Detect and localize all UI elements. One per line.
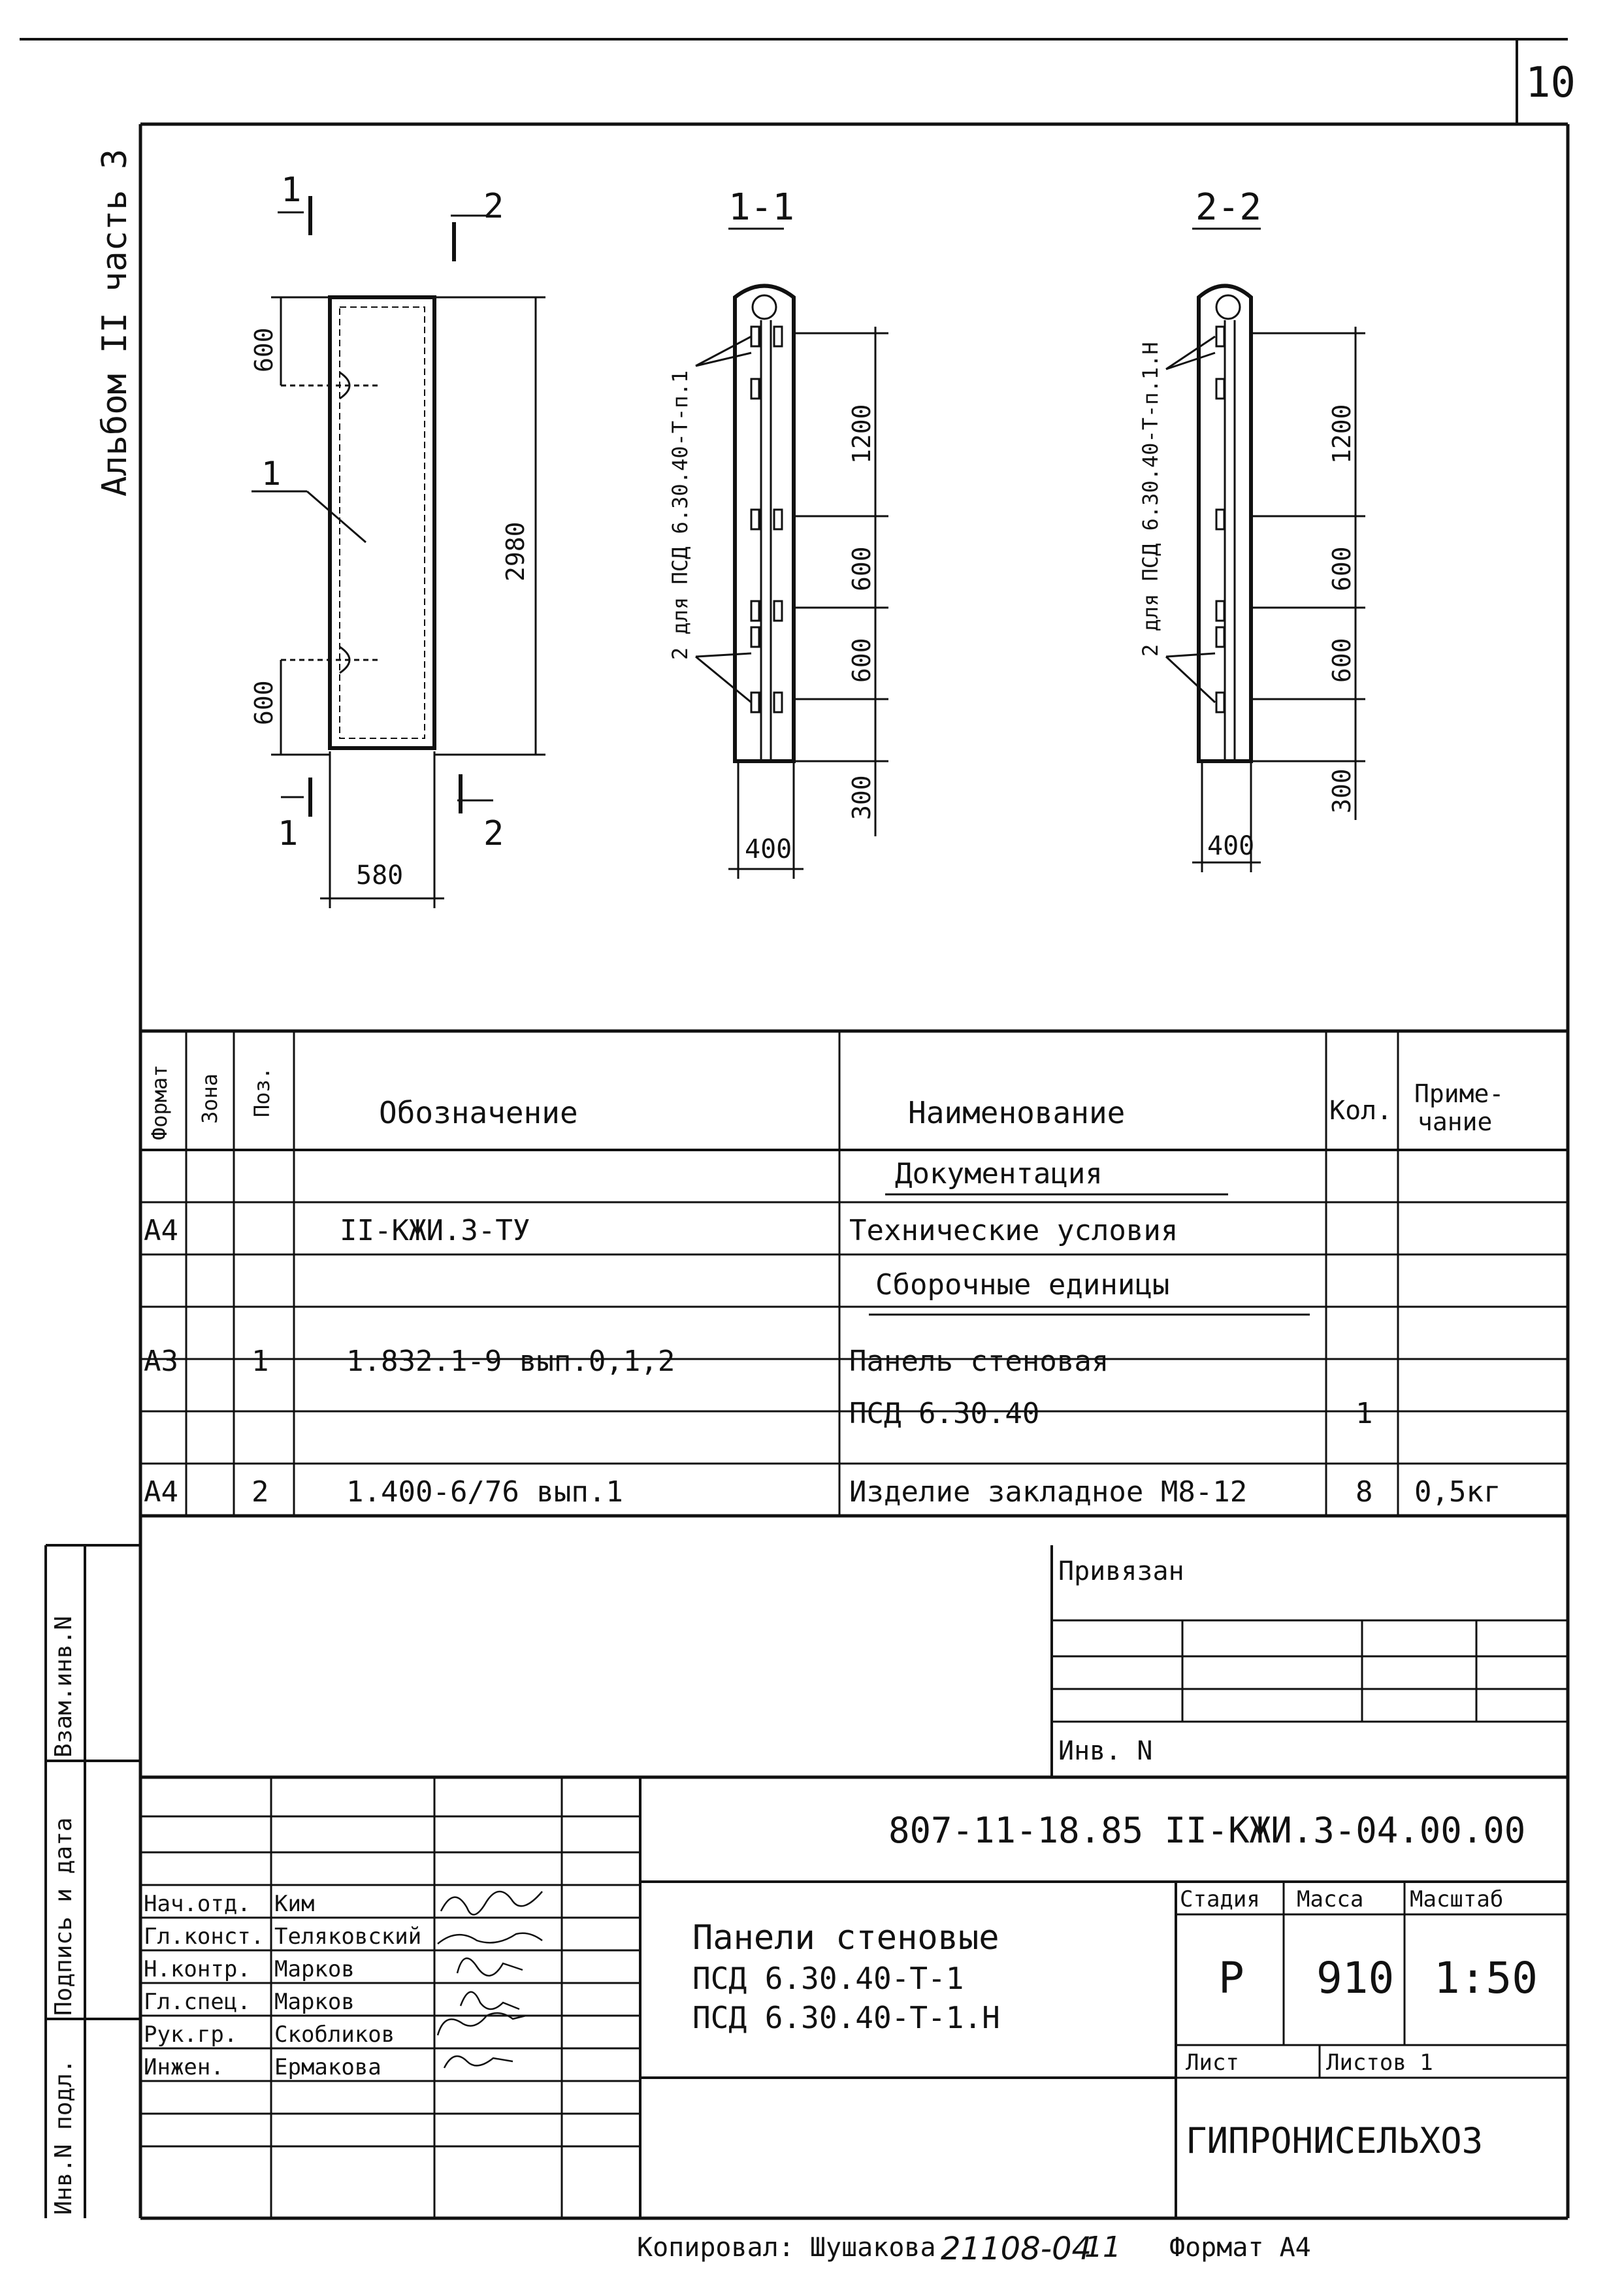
mass-value: 910 [1316,1953,1395,2003]
name-3: Марков [274,1956,355,1982]
section-label-2-bottom: 2 [483,814,504,853]
role-2: Гл.конст. [144,1924,265,1950]
section2-dim-1200: 1200 [1327,404,1356,464]
row1-format: А4 [144,1214,178,1247]
section-assembly-heading: Сборочные единицы [875,1268,1170,1302]
header-note-2: чание [1418,1107,1493,1136]
row1-name: Технические условия [849,1214,1178,1247]
sheet-number: 10 [1525,59,1576,107]
section1-width: 400 [745,834,792,864]
header-zone: Зона [197,1073,222,1124]
sheets-label: Листов 1 [1326,2050,1433,2076]
scale-label: Масштаб [1410,1886,1504,1912]
item-callout: 1 [261,455,282,493]
row3-qty: 1 [1356,1397,1373,1430]
title-line-3: ПСД 6.30.40-Т-1.Н [692,2000,1000,2035]
stage-value: Р [1218,1953,1244,2003]
row4-note: 0,5кг [1414,1475,1501,1509]
role-6: Инжен. [144,2054,224,2080]
row4-format: А4 [144,1475,178,1509]
section1-dim-600a: 600 [847,546,876,591]
section-label-1-top: 1 [281,171,302,210]
name-6: Ермакова [274,2054,382,2080]
header-qty: Кол. [1329,1096,1393,1126]
row3-name: ПСД 6.30.40 [849,1397,1040,1430]
row2-format: А3 [144,1345,178,1378]
title-line-1: Панели стеновые [692,1918,999,1958]
header-designation: Обозначение [379,1095,578,1130]
header-format: Формат [147,1064,172,1140]
row2-pos: 1 [252,1345,269,1378]
binding-title: Привязан [1058,1556,1184,1586]
title-line-2: ПСД 6.30.40-Т-1 [692,1961,964,1996]
section-label-2-top: 2 [483,187,504,226]
dim-2980: 2980 [501,521,530,582]
row2-name: Панель стеновая [849,1345,1109,1378]
role-4: Гл.спец. [144,1989,251,2015]
role-5: Рук.гр. [144,2022,238,2048]
header-note-1: Приме- [1414,1079,1504,1108]
name-5: Скобликов [274,2022,395,2048]
dim-580: 580 [356,860,404,891]
side-vzam: Взам.инв.N [50,1616,77,1758]
section2-dim-300: 300 [1327,768,1356,813]
footer-order: 21108-04 [941,2231,1092,2267]
album-label: Альбом II часть 3 [95,148,135,497]
header-pos: Поз. [250,1066,274,1117]
footer-format: Формат А4 [1169,2233,1311,2263]
header-name: Наименование [908,1095,1126,1130]
row1-designation: II-КЖИ.3-ТУ [340,1214,530,1247]
sheet-label: Лист [1186,2050,1239,2076]
section-label-1-bottom: 1 [278,814,299,853]
row4-designation: 1.400-6/76 вып.1 [346,1475,623,1509]
footer-copied: Копировал: Шушакова [637,2233,936,2263]
section1-dim-300: 300 [847,775,876,820]
drawing-code: 807-11-18.85 II-КЖИ.3-04.00.00 [888,1810,1526,1851]
binding-inv: Инв. N [1058,1736,1153,1766]
section1-dim-600b: 600 [847,638,876,683]
footer-num: 11 [1084,2231,1121,2264]
role-3: Н.контр. [144,1956,251,1982]
row4-pos: 2 [252,1475,269,1509]
section-title-1-1: 1-1 [728,186,795,229]
section2-width: 400 [1207,831,1255,861]
row4-qty: 8 [1356,1475,1373,1509]
scale-value: 1:50 [1434,1953,1538,2003]
section-docs-heading: Документация [895,1157,1103,1190]
stage-label: Стадия [1180,1886,1260,1912]
row2-designation: 1.832.1-9 вып.0,1,2 [346,1345,675,1378]
role-1: Нач.отд. [144,1891,251,1917]
section2-dim-600a: 600 [1327,546,1356,591]
dim-600-top: 600 [250,327,278,372]
section-title-2-2: 2-2 [1195,186,1262,229]
mass-label: Масса [1297,1886,1364,1912]
section2-dim-600b: 600 [1327,638,1356,683]
row4-name: Изделие закладное М8-12 [849,1475,1248,1509]
section2-leader: 2 для ПСД 6.30.40-Т-п.1.Н [1138,342,1163,657]
name-1: Ким [274,1891,315,1917]
side-inv-podl: Инв.N подл. [50,2059,77,2215]
section1-dim-1200: 1200 [847,404,876,464]
name-2: Теляковский [274,1924,422,1950]
name-4: Марков [274,1989,355,2015]
section1-leader: 2 для ПСД 6.30.40-Т-п.1 [668,370,692,660]
organization: ГИПРОНИСЕЛЬХОЗ [1186,2120,1484,2161]
dim-600-bottom: 600 [250,680,278,725]
side-podpis: Подпись и дата [50,1817,77,2016]
